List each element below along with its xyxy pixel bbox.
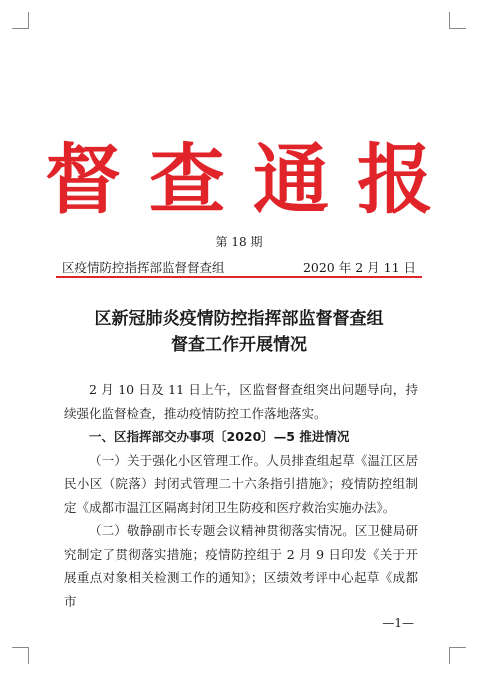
crop-mark-top-right — [449, 12, 466, 29]
crop-mark-top-left — [12, 12, 29, 29]
section-heading: 一、区指挥部交办事项〔2020〕—5 推进情况 — [89, 429, 350, 444]
title-line-2: 督查工作开展情况 — [171, 335, 307, 355]
page-number: —1— — [382, 616, 414, 630]
document-body — [64, 378, 418, 613]
title-line-1: 区新冠肺炎疫情防控指挥部监督督查组 — [94, 309, 384, 329]
crop-mark-bottom-right — [449, 647, 466, 664]
issue-number: 第 18 期 — [215, 235, 263, 249]
body-paragraph: （二）敬静副市长专题会议精神贯彻落实情况。区卫健局研究制定了贯彻落实措施；疫情防控组于 2 月 9 日印发《关于开展重点对象相关检测工作的通知》；区绩效考评中心起草《成都市 — [64, 523, 418, 609]
body-paragraph: （一）关于强化小区管理工作。人员排查组起草《温江区居民小区（院落）封闭式管理二十六条指引措施》；疫情防控组制定《成都市温江区隔离封闭卫生防疫和医疗救治实施办法》。 — [64, 452, 418, 515]
crop-mark-bottom-left — [12, 647, 29, 664]
issue-date: 2020 年 2 月 11 日 — [302, 260, 416, 275]
issuing-organization: 区疫情防控指挥部监督督查组 — [62, 260, 225, 275]
document-title — [0, 306, 478, 358]
red-divider-line — [56, 276, 422, 278]
masthead-title: 督查通报 — [45, 135, 461, 224]
intro-paragraph: 2 月 10 日及 11 日上午，区监督督查组突出问题导向，持续强化监督检查，推动疫情防控工作落地落实。 — [64, 382, 418, 421]
